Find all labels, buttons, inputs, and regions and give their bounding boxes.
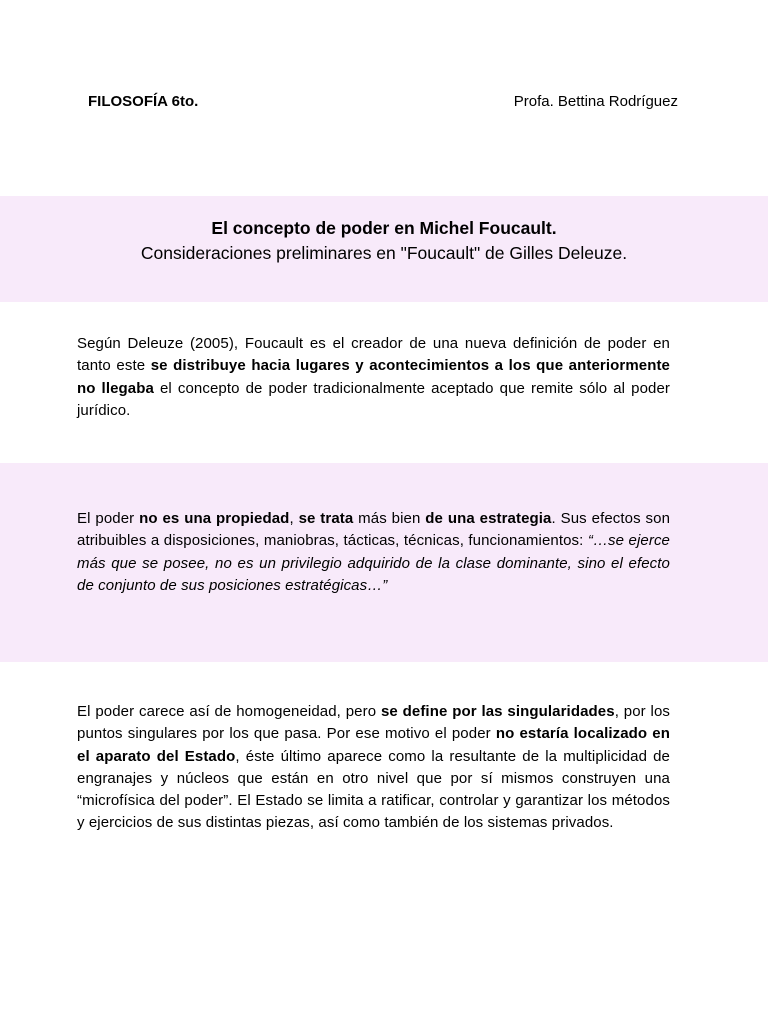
text-run: el concepto de poder tradicionalmente aceptado que remite sólo al poder jurídico.	[77, 379, 671, 419]
text-run: , por los puntos singulares por los que pasa. Por ese motivo el poder	[77, 703, 671, 743]
paragraph-3	[77, 701, 670, 835]
document-subtitle: Consideraciones preliminares en "Foucault" de Gilles Deleuze.	[140, 243, 628, 263]
title-block	[0, 216, 768, 266]
text-run-bold: de una estrategia	[425, 510, 552, 527]
text-run: El poder carece así de homogeneidad, pero	[77, 703, 381, 720]
quote-text: “…se ejerce más que se posee, no es un privilegio adquirido de la clase dominante, sino el efecto de conjunto de sus posiciones estratégicas…”	[77, 532, 670, 594]
document-title: El concepto de poder en Michel Foucault.	[211, 218, 557, 238]
text-run-bold: no es una propiedad	[139, 510, 290, 527]
course-label: FILOSOFÍA 6to.	[88, 92, 199, 110]
text-run: , éste último aparece como la resultante de la multiplicidad de engranajes y núcleos que están en otro nivel que por sí mismos construyen una “microfísica del poder”. El Estado se limita a ratificar, controlar y garantizar los métodos y ejercicios de sus distintas piezas, así como también de los sistemas privados.	[77, 747, 670, 832]
teacher-name: Profa. Bettina Rodríguez	[513, 92, 678, 110]
text-run-bold: se trata	[298, 510, 354, 527]
text-run-bold: se distribuye hacia lugares y acontecimientos a los que anteriormente no llegaba	[77, 357, 670, 397]
paragraph-2	[77, 508, 670, 597]
text-run: El poder	[77, 510, 140, 527]
text-run: más bien	[353, 510, 426, 527]
text-run-bold: no estaría localizado en el aparato del Estado	[77, 725, 670, 765]
text-run-bold: se define por las singularidades	[380, 703, 615, 720]
text-run: ,	[289, 510, 299, 527]
paragraph-1	[77, 333, 670, 422]
text-run: Según Deleuze (2005), Foucault es el creador de una nueva definición de poder en tanto este	[77, 335, 670, 375]
text-run: . Sus efectos son atribuibles a disposiciones, maniobras, tácticas, técnicas, funcionamientos:	[77, 510, 671, 550]
page-header	[88, 90, 678, 112]
